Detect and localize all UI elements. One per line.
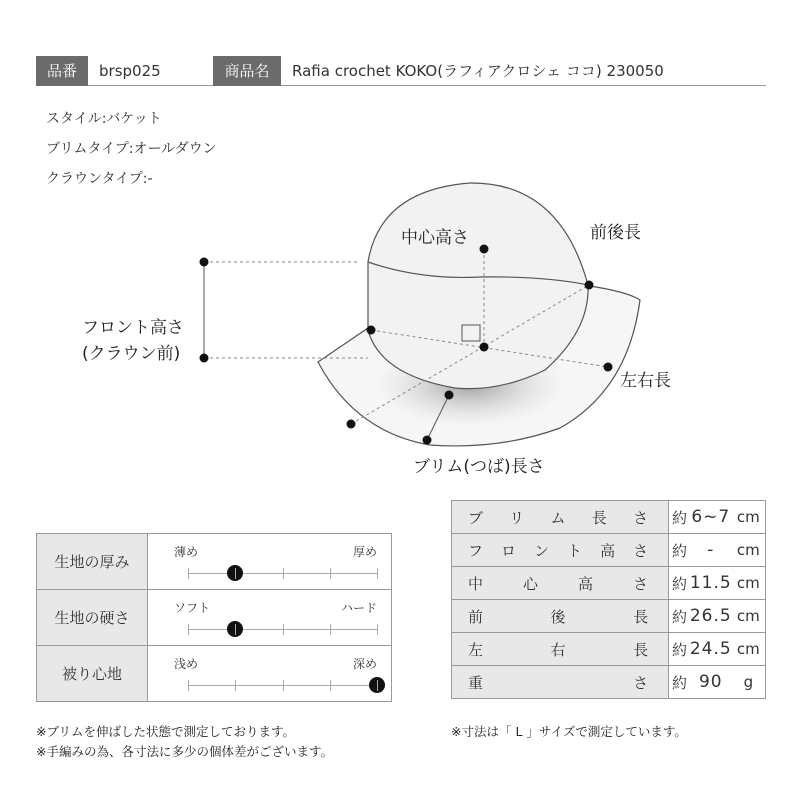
fabric-label: 生地の硬さ <box>37 590 148 646</box>
size-row <box>452 567 766 600</box>
scale-tick <box>330 568 331 579</box>
size-row <box>452 633 766 666</box>
size-value: 24.5 <box>690 633 732 666</box>
label-front-back: 前後長 <box>590 223 641 243</box>
spec-brim-type: ブリムタイプ:オールダウン <box>46 141 217 157</box>
scale-tick <box>235 624 236 635</box>
size-approx: 約 <box>669 501 690 534</box>
size-label: ブ リ ム 長 さ <box>468 508 649 527</box>
scale-tick <box>330 624 331 635</box>
size-row <box>452 600 766 633</box>
scale-tick <box>188 568 189 579</box>
size-unit: g <box>732 666 766 699</box>
fabric-scale <box>148 590 392 646</box>
label-front-height: フロント高さ <box>82 318 184 338</box>
size-unit: cm <box>732 600 766 633</box>
scale-tick <box>283 624 284 635</box>
label-brim-length: ブリム(つば)長さ <box>413 457 545 477</box>
size-row <box>452 666 766 699</box>
size-approx: 約 <box>669 567 690 600</box>
fabric-scale <box>148 646 392 702</box>
label-front-height-sub: (クラウン前) <box>82 344 181 364</box>
size-unit: cm <box>732 534 766 567</box>
size-value: 11.5 <box>690 567 732 600</box>
size-row <box>452 534 766 567</box>
scale-tick <box>235 568 236 579</box>
fabric-label: 被り心地 <box>37 646 148 702</box>
size-value: - <box>690 534 732 567</box>
note-size: ※寸法は「 L 」サイズで測定しています。 <box>451 724 687 739</box>
label-center-height: 中心高さ <box>401 228 469 248</box>
size-label: 中 心 高 さ <box>468 574 649 593</box>
scale-tick <box>188 680 189 691</box>
fabric-row <box>37 646 392 702</box>
scale-tick <box>283 680 284 691</box>
scale-tick <box>377 624 378 635</box>
size-approx: 約 <box>669 600 690 633</box>
product-name-value: Rafia crochet KOKO(ラフィアクロシェ ココ) 230050 <box>292 62 664 80</box>
size-unit: cm <box>732 501 766 534</box>
size-row <box>452 501 766 534</box>
size-unit: cm <box>732 567 766 600</box>
label-left-right: 左右長 <box>620 371 671 391</box>
scale-tick <box>188 624 189 635</box>
scale-right-label: 深め <box>352 657 377 671</box>
note-handmade: ※手編みの為、各寸法に多少の個体差がございます。 <box>36 744 333 759</box>
size-label: フ ロ ン ト 高 さ <box>468 541 649 560</box>
product-code-value: brsp025 <box>99 62 161 80</box>
scale-tick <box>235 680 236 691</box>
scale-left-label: 浅め <box>174 657 199 671</box>
scale-right-label: 厚め <box>352 545 377 559</box>
size-approx: 約 <box>669 666 690 699</box>
scale-tick <box>377 568 378 579</box>
size-table <box>451 500 766 699</box>
size-approx: 約 <box>669 534 690 567</box>
scale-left-label: ソフト <box>174 601 211 615</box>
fabric-scale <box>148 534 392 590</box>
spec-style: スタイル:バケット <box>46 111 162 127</box>
size-label: 左 右 長 <box>468 640 649 659</box>
size-value: 26.5 <box>690 600 732 633</box>
spec-crown-type: クラウンタイプ:- <box>46 171 153 187</box>
fabric-table <box>36 533 392 702</box>
product-code-label: 品番 <box>36 56 88 86</box>
note-brim: ※ブリムを伸ばした状態で測定しております。 <box>36 724 295 739</box>
size-value: 90 <box>690 666 732 699</box>
size-label: 前 後 長 <box>468 607 649 626</box>
size-label: 重 さ <box>468 673 649 692</box>
hat-crown <box>368 183 588 389</box>
size-approx: 約 <box>669 633 690 666</box>
product-name-label: 商品名 <box>213 56 281 86</box>
fabric-label: 生地の厚み <box>37 534 148 590</box>
scale-tick <box>377 680 378 691</box>
scale-tick <box>283 568 284 579</box>
fabric-row <box>37 534 392 590</box>
size-value: 6~7 <box>690 501 732 534</box>
scale-left-label: 薄め <box>174 545 199 559</box>
scale-right-label: ハード <box>340 601 377 615</box>
size-unit: cm <box>732 633 766 666</box>
fabric-row <box>37 590 392 646</box>
scale-tick <box>330 680 331 691</box>
